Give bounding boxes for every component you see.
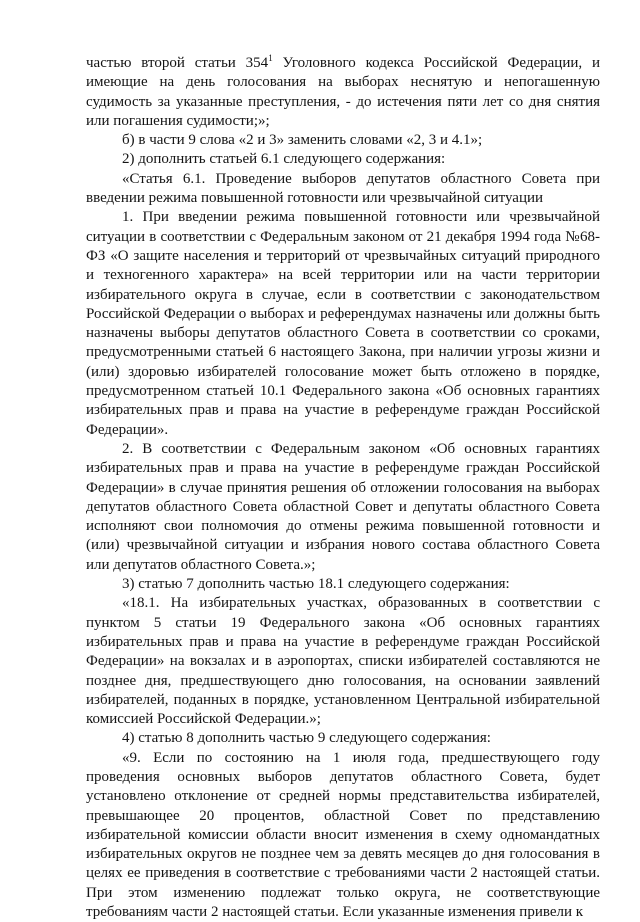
text-run: 3) статью 7 дополнить частью 18.1 следующего содержания: xyxy=(122,576,510,593)
text-run: «Статья 6.1. Проведение выборов депутатов областного Совета при введении режима повышенной готовности или чрезвычайной ситуации xyxy=(86,170,600,207)
text-run: 2. В соответствии с Федеральным законом «Об основных гарантиях избирательных прав и права на участие в референдуме граждан Российской Федерации» в случае принятия решения об отложении голосования на выборах депутатов областного Совета областной Совет и депутаты областного Совета исполняют свои полномочия до отмены режима повышенной готовности и (или) чрезвычайной ситуации и избрания нового состава областного Совета или депутатов областного Совета.»; xyxy=(86,440,600,573)
paragraph-item-4 xyxy=(86,729,600,748)
paragraph-item-b xyxy=(86,131,600,150)
text-run: Уголовного кодекса Российской Федерации, и имеющие на день голосования на выборах неснятую и непогашенную судимость за указанные преступления, - до истечения пяти лет со дня снятия или погашения судимости;»; xyxy=(86,55,600,129)
paragraph-cont-354 xyxy=(86,54,600,131)
text-run: б) в части 9 слова «2 и 3» заменить словами «2, 3 и 4.1»; xyxy=(122,132,483,149)
paragraph-article-6-1-p1 xyxy=(86,208,600,440)
paragraph-article-6-1-p2 xyxy=(86,440,600,575)
paragraph-item-2 xyxy=(86,150,600,169)
text-run: 1. При введении режима повышенной готовности или чрезвычайной ситуации в соответствии с Федеральным законом от 21 декабря 1994 года №68-ФЗ «О защите населения и территорий от чрезвычайных ситуаций природного и техногенного характера» на всей территории или на части территории избирательного округа в случае, если в соответствии с законодательством Российской Федерации о выборах и референдумах назначены или должны быть назначены выборы депутатов областного Совета в соответствии со сроками, предусмотренными статьей 6 настоящего Закона, при наличии угрозы жизни и (или) здоровью избирателей голосование может быть отложено в порядке, предусмотренном статьей 10.1 Федерального закона «Об основных гарантиях избирательных прав и права на участие в референдуме граждан Российской Федерации». xyxy=(86,209,600,438)
paragraph-item-3 xyxy=(86,575,600,594)
text-run: «9. Если по состоянию на 1 июля года, предшествующего году проведения основных выборов депутатов областного Совета, будет установлено отклонение от средней нормы представительства избирателей, превышающее 20 процентов, областной Совет по представлению избирательной комиссии области вносит изменения в схему одномандатных избирательных округов не позднее чем за девять месяцев до дня голосования в целях ее приведения в соответствие с требованиями части 2 настоящей статьи. При этом изменению подлежат только округа, не соответствующие требованиям части 2 настоящей статьи. Если указанные изменения привели к xyxy=(86,749,600,921)
paragraph-part-9 xyxy=(86,749,600,922)
text-run: 2) дополнить статьей 6.1 следующего содержания: xyxy=(122,151,446,168)
text-run: «18.1. На избирательных участках, образованных в соответствии с пунктом 5 статьи 19 Федерального закона «Об основных гарантиях избирательных прав и права на участие в референдуме граждан Российской Федерации» на вокзалах и в аэропортах, списки избирателей составляются не позднее дня, предшествующего дню голосования, на основании заявлений избирателей, поданных в порядке, установленном Центральной избирательной комиссией Российской Федерации.»; xyxy=(86,595,600,728)
text-run: частью второй статьи 354 xyxy=(86,55,269,71)
paragraph-part-18-1 xyxy=(86,594,600,729)
superscript: 1 xyxy=(268,53,273,63)
paragraph-article-6-1-title xyxy=(86,170,600,209)
text-run: 4) статью 8 дополнить частью 9 следующего содержания: xyxy=(122,730,491,747)
